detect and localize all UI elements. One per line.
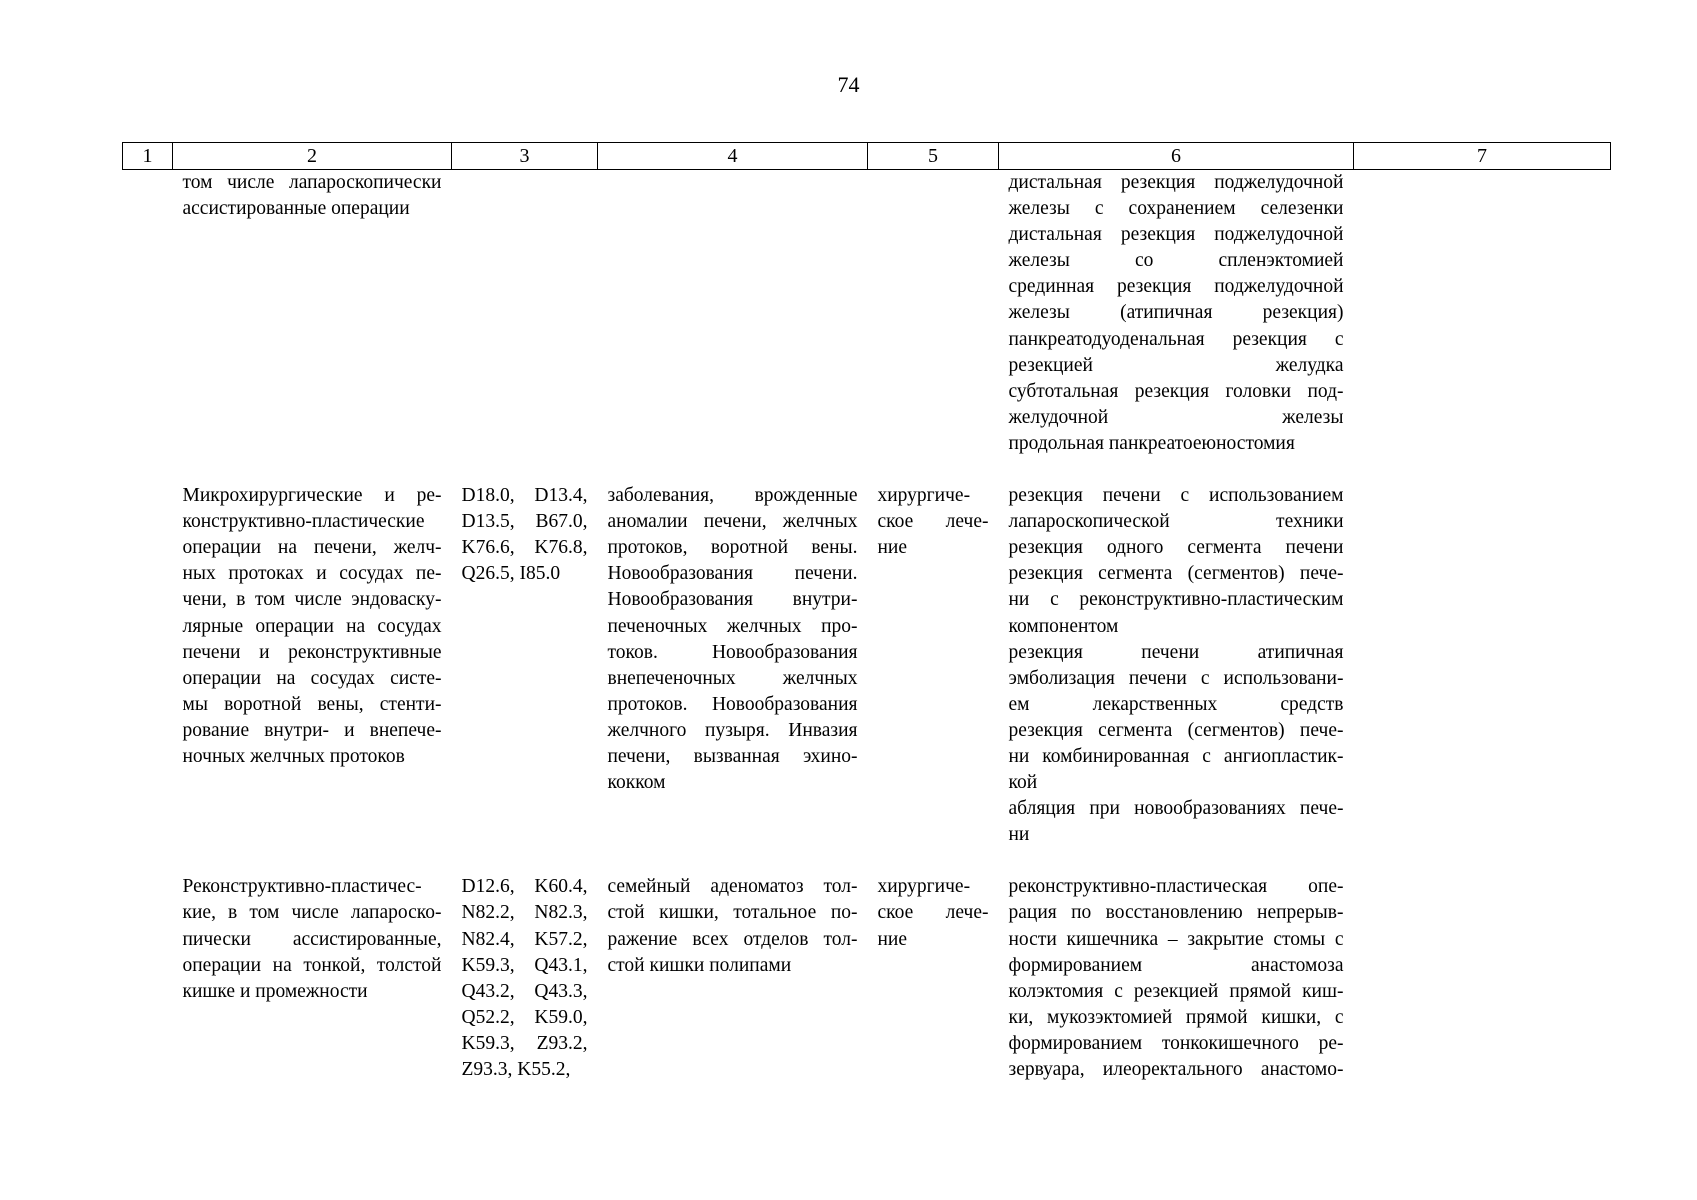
- header-cell-2: 2: [173, 143, 452, 170]
- text-line: реконструктивно-пластическая опе-: [1008, 876, 1344, 898]
- text-line: лярные операции на сосудах: [182, 615, 442, 637]
- text-line: ных протоках и сосудах пе-: [182, 563, 442, 585]
- table-row: [123, 170, 1611, 484]
- header-cell-5: 5: [868, 143, 999, 170]
- text-line: резекцией желудка: [1008, 354, 1344, 376]
- text-line: D12.6, K60.4,: [461, 876, 588, 898]
- text-line: K59.3, Q43.1,: [461, 954, 588, 976]
- text-line: печеночных желчных про-: [607, 615, 858, 637]
- text-line: резекция сегмента (сегментов) пече-: [1008, 563, 1344, 585]
- cell-icd-codes: [452, 170, 598, 484]
- text-line: рование внутри- и внепече-: [182, 719, 442, 741]
- text-line: продольная панкреатоеюностомия: [1008, 432, 1295, 454]
- cell-treatment-method: [999, 874, 1354, 1109]
- text-line: протоков. Новообразования: [607, 693, 858, 715]
- text-line: железы с сохранением селезенки: [1008, 198, 1344, 220]
- text-line: ни: [1008, 824, 1030, 846]
- text-line: Q52.2, K59.0,: [461, 1006, 588, 1028]
- text-line: Z93.3, K55.2,: [461, 1059, 571, 1080]
- document-table: [122, 142, 1611, 1109]
- cell-col7: [1354, 483, 1611, 874]
- text-line: Реконструктивно-пластичес-: [182, 876, 422, 898]
- text-line: стой кишки, тотальное по-: [607, 902, 858, 924]
- text-line: ние: [877, 928, 908, 950]
- cell-treatment-method: [999, 170, 1354, 484]
- text-line: зервуара, илеоректального анастомо-: [1008, 1059, 1344, 1080]
- text-line: железы со спленэктомией: [1008, 250, 1344, 272]
- cell-icd-codes: [452, 483, 598, 874]
- cell-treatment-type: [868, 874, 999, 1109]
- text-line: N82.2, N82.3,: [461, 902, 588, 924]
- text-line: Новообразования внутри-: [607, 589, 858, 611]
- text-line: формированием тонкокишечного ре-: [1008, 1032, 1344, 1054]
- cell-diagnosis: [598, 170, 868, 484]
- text-line: срединная резекция поджелудочной: [1008, 276, 1344, 298]
- text-line: конструктивно-пластические: [182, 511, 425, 533]
- text-line: резекция печени с использованием: [1008, 485, 1344, 507]
- table-row: [123, 874, 1611, 1109]
- cell-col7: [1354, 874, 1611, 1109]
- cell-treatment-type: [868, 483, 999, 874]
- cell-treatment-method: [999, 483, 1354, 874]
- header-cell-6: 6: [999, 143, 1354, 170]
- text-line: эмболизация печени с использовани-: [1008, 667, 1344, 689]
- cell-number: [123, 170, 173, 484]
- text-line: ассистированные операции: [182, 198, 410, 220]
- text-line: D18.0, D13.4,: [461, 485, 588, 507]
- header-cell-7: 7: [1354, 143, 1611, 170]
- cell-icd-codes: [452, 874, 598, 1109]
- text-line: семейный аденоматоз тол-: [607, 876, 858, 898]
- text-line: Q26.5, I85.0: [461, 563, 561, 585]
- text-line: желчного пузыря. Инвазия: [607, 719, 858, 741]
- text-line: кой: [1008, 772, 1038, 794]
- cell-operation-type: [173, 874, 452, 1109]
- text-line: хирургиче-: [877, 485, 971, 507]
- text-line: кие, в том числе лапароско-: [182, 902, 442, 924]
- cell-diagnosis: [598, 874, 868, 1109]
- text-line: стой кишки полипами: [607, 954, 792, 976]
- cell-number: [123, 483, 173, 874]
- header-cell-4: 4: [598, 143, 868, 170]
- cell-operation-type: [173, 170, 452, 484]
- page-number: 74: [837, 72, 860, 97]
- text-line: желудочной железы: [1008, 406, 1344, 428]
- text-line: рация по восстановлению непрерыв-: [1008, 902, 1344, 924]
- text-line: ние: [877, 537, 908, 559]
- text-line: ки, мукозэктомией прямой кишки, с: [1008, 1006, 1344, 1028]
- text-line: колэктомия с резекцией прямой киш-: [1008, 980, 1344, 1002]
- text-line: формированием анастомоза: [1008, 954, 1344, 976]
- cell-diagnosis: [598, 483, 868, 874]
- text-line: ем лекарственных средств: [1008, 693, 1344, 715]
- text-line: ражение всех отделов тол-: [607, 928, 858, 950]
- cell-col7: [1354, 170, 1611, 484]
- text-line: пически ассистированные,: [182, 928, 442, 950]
- text-line: субтотальная резекция головки под-: [1008, 380, 1344, 402]
- text-line: компонентом: [1008, 615, 1119, 637]
- text-line: протоков, воротной вены.: [607, 537, 858, 559]
- text-line: операции на печени, желч-: [182, 537, 442, 559]
- text-line: дистальная резекция поджелудочной: [1008, 172, 1344, 193]
- text-line: ское лече-: [877, 511, 989, 533]
- text-line: хирургиче-: [877, 876, 971, 898]
- text-line: ночных желчных протоков: [182, 745, 405, 767]
- text-line: Новообразования печени.: [607, 563, 858, 585]
- text-line: ни комбинированная с ангиопластик-: [1008, 745, 1344, 767]
- header-row: [123, 143, 1611, 170]
- text-line: кишке и промежности: [182, 980, 368, 1002]
- text-line: панкреатодуоденальная резекция с: [1008, 328, 1344, 350]
- text-line: резекция одного сегмента печени: [1008, 537, 1344, 559]
- cell-operation-type: [173, 483, 452, 874]
- text-line: печени, вызванная эхино-: [607, 745, 858, 767]
- text-line: чени, в том числе эндоваску-: [182, 589, 442, 611]
- text-line: K59.3, Z93.2,: [461, 1032, 588, 1054]
- text-line: лапароскопической техники: [1008, 511, 1344, 533]
- text-line: железы (атипичная резекция): [1008, 302, 1344, 324]
- text-line: операции на сосудах систе-: [182, 667, 442, 689]
- text-line: ни с реконструктивно-пластическим: [1008, 589, 1344, 611]
- text-line: печени и реконструктивные: [182, 641, 442, 663]
- text-line: Q43.2, Q43.3,: [461, 980, 588, 1002]
- cell-treatment-type: [868, 170, 999, 484]
- text-line: резекция печени атипичная: [1008, 641, 1344, 663]
- header-cell-1: 1: [123, 143, 173, 170]
- header-cell-3: 3: [452, 143, 598, 170]
- text-line: K76.6, K76.8,: [461, 537, 588, 559]
- text-line: ское лече-: [877, 902, 989, 924]
- text-line: мы воротной вены, стенти-: [182, 693, 442, 715]
- text-line: токов. Новообразования: [607, 641, 858, 663]
- text-line: операции на тонкой, толстой: [182, 954, 442, 976]
- text-line: дистальная резекция поджелудочной: [1008, 224, 1344, 246]
- text-line: том числе лапароскопически: [182, 172, 442, 193]
- text-line: Микрохирургические и ре-: [182, 485, 442, 507]
- text-line: заболевания, врожденные: [607, 485, 858, 507]
- text-line: ности кишечника – закрытие стомы с: [1008, 928, 1344, 950]
- text-line: N82.4, K57.2,: [461, 928, 588, 950]
- text-line: внепеченочных желчных: [607, 667, 858, 689]
- table-row: [123, 483, 1611, 874]
- text-line: резекция сегмента (сегментов) пече-: [1008, 719, 1344, 741]
- text-line: D13.5, B67.0,: [461, 511, 588, 533]
- cell-number: [123, 874, 173, 1109]
- text-line: кокком: [607, 772, 666, 794]
- text-line: аномалии печени, желчных: [607, 511, 858, 533]
- text-line: абляция при новообразованиях пече-: [1008, 798, 1344, 820]
